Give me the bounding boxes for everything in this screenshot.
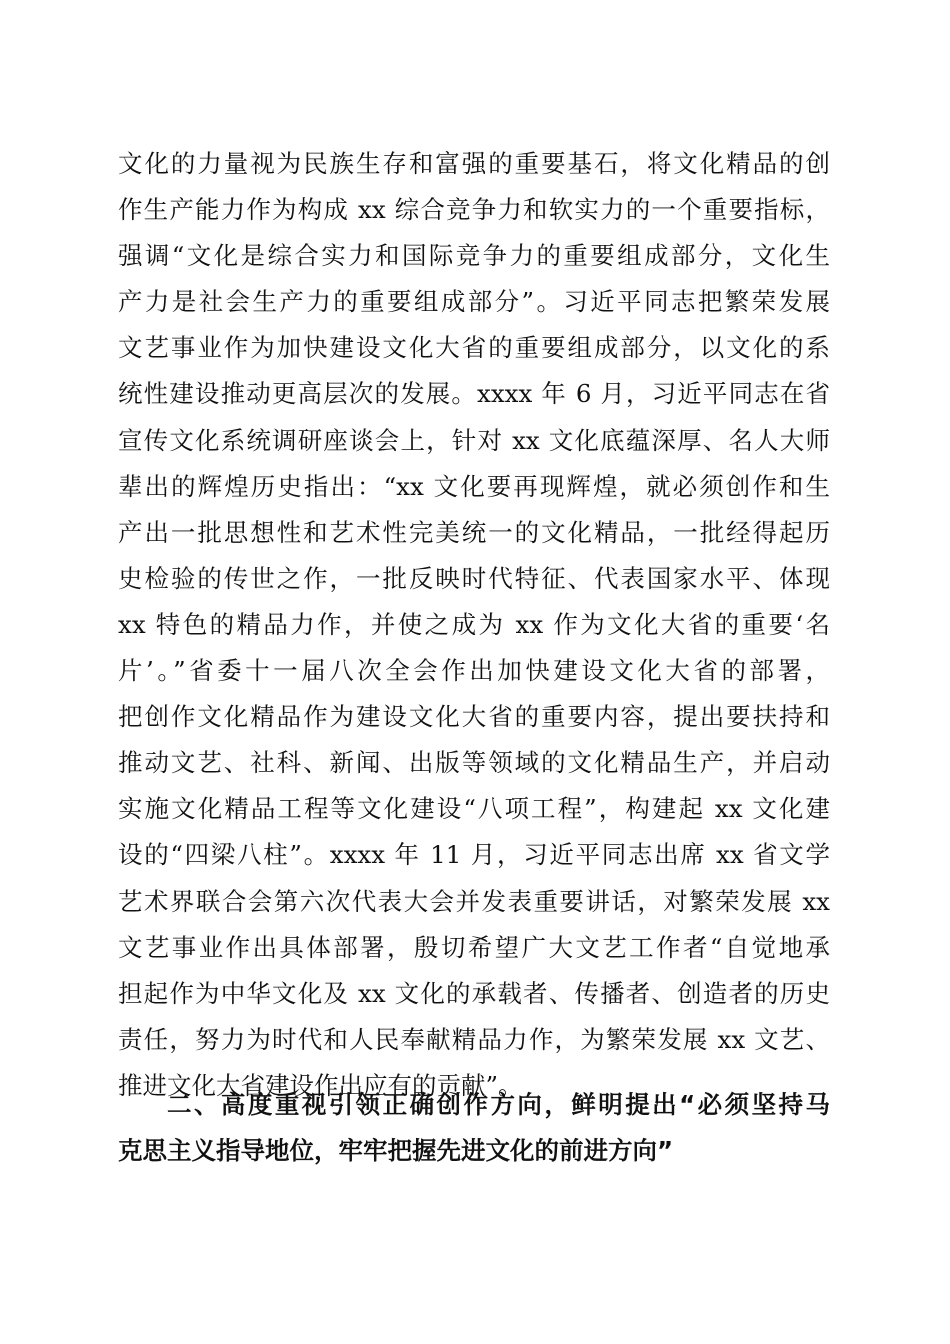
paragraph-line: 艺术界联合会第六次代表大会并发表重要讲话，对繁荣发展 xx: [118, 886, 830, 916]
paragraph-line: 作生产能力作为构成 xx 综合竞争力和软实力的一个重要指标，: [118, 195, 830, 225]
paragraph-line: 把创作文化精品作为建设文化大省的重要内容，提出要扶持和: [118, 702, 830, 732]
paragraph-line: 宣传文化系统调研座谈会上，针对 xx 文化底蕴深厚、名人大师: [118, 425, 830, 455]
paragraph-line: 文化的力量视为民族生存和富强的重要基石，将文化精品的创: [118, 149, 830, 178]
paragraph-line: 文艺事业作为加快建设文化大省的重要组成部分，以文化的系: [118, 333, 830, 363]
paragraph-line: 实施文化精品工程等文化建设“八项工程”，构建起 xx 文化建: [118, 794, 830, 824]
body-paragraph: [118, 141, 830, 1109]
paragraph-line: 产力是社会生产力的重要组成部分”。习近平同志把繁荣发展: [118, 287, 830, 317]
paragraph-line: 产出一批思想性和艺术性完美统一的文化精品，一批经得起历: [118, 517, 830, 547]
paragraph-line: 统性建设推动更高层次的发展。xxxx 年 6 月，习近平同志在省: [118, 379, 830, 409]
paragraph-last-line: 推进文化大省建设作出应有的贡献”。: [118, 1070, 523, 1100]
paragraph-line: 文艺事业作出具体部署，殷切希望广大文艺工作者“自觉地承: [118, 932, 830, 962]
section-heading: [118, 1082, 830, 1174]
paragraph-line: 辈出的辉煌历史指出：“xx 文化要再现辉煌，就必须创作和生: [118, 471, 830, 501]
heading-line: 克思主义指导地位，牢牢把握先进文化的前进方向”: [118, 1136, 674, 1165]
heading-line: 二、高度重视引领正确创作方向，鲜明提出“必须坚持马: [167, 1090, 830, 1119]
paragraph-line: 片’。”省委十一届八次全会作出加快建设文化大省的部署，: [118, 656, 830, 686]
paragraph-line: 推动文艺、社科、新闻、出版等领域的文化精品生产，并启动: [118, 748, 830, 778]
paragraph-line: 史检验的传世之作，一批反映时代特征、代表国家水平、体现: [118, 563, 830, 593]
paragraph-line: xx 特色的精品力作，并使之成为 xx 作为文化大省的重要‘名: [118, 609, 830, 639]
paragraph-line: 担起作为中华文化及 xx 文化的承载者、传播者、创造者的历史: [118, 978, 830, 1008]
paragraph-line: 设的“四梁八柱”。xxxx 年 11 月，习近平同志出席 xx 省文学: [118, 840, 830, 870]
paragraph-line: 责任，努力为时代和人民奉献精品力作，为繁荣发展 xx 文艺、: [118, 1024, 830, 1054]
paragraph-line: 强调“文化是综合实力和国际竞争力的重要组成部分，文化生: [118, 241, 830, 271]
